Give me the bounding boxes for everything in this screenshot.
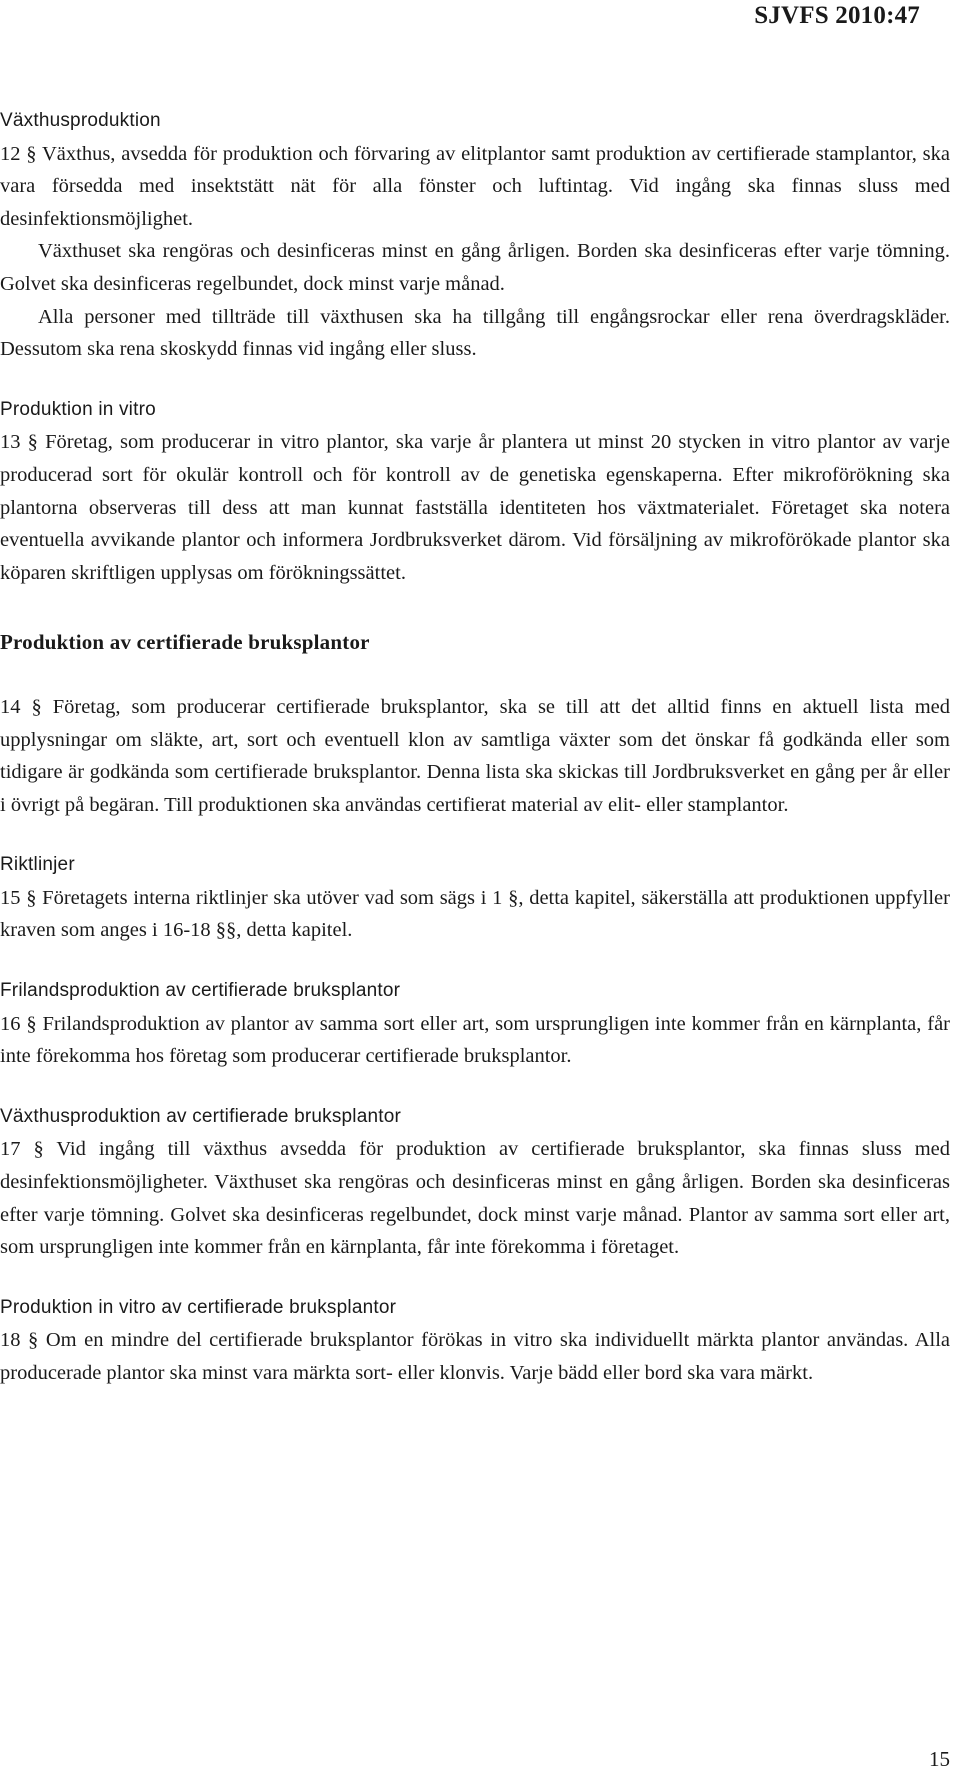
paragraph-12-cleaning: Växthuset ska rengöras och desinficeras minst en gång årligen. Borden ska desinficeras efter varje tömning. Golvet ska desinficeras regelbundet, dock minst varje månad. <box>0 240 950 295</box>
paragraph-18: 18 § Om en mindre del certifierade bruksplantor förökas in vitro ska individuellt märkta plantor användas. Alla producerade plantor ska minst vara märkta sort- eller klonvis. Varje bädd eller bord ska vara märkt. <box>0 1329 950 1384</box>
section-heading-major: Produktion av certifierade bruksplantor <box>0 630 370 655</box>
document-id-header: SJVFS 2010:47 <box>754 2 920 29</box>
paragraph-17: 17 § Vid ingång till växthus avsedda för produktion av certifierade bruksplantor, ska finnas sluss med desinfektionsmöjligheter. Växthuset ska rengöras och desinficeras minst en gång årligen. Borden ska desinficeras efter varje tömning. Golvet ska desinficeras regelbundet, dock minst varje månad. Plantor av samma sort eller art, som ursprungligen inte kommer från en kärnplanta, får inte förekomma i företaget. <box>0 1138 950 1259</box>
section-vaxthusproduktion-certifierade <box>0 1101 950 1264</box>
paragraph-14: 14 § Företag, som producerar certifierade bruksplantor, ska se till att det alltid finns en aktuell lista med upplysningar om släkte, art, sort och eventuell klon av samtliga växter som det önskar få godkända eller som tidigare är godkända som certifierade bruksplantor. Denna lista ska skickas till Jordbruksverket en gång per år eller i övrigt på begäran. Till produktionen ska användas certifierat material av elit- eller stamplantor. <box>0 695 950 816</box>
section-heading: Riktlinjer <box>0 854 75 876</box>
section-in-vitro-certifierade <box>0 1292 950 1390</box>
document-body <box>0 105 950 1390</box>
section-heading: Växthusproduktion <box>0 110 161 131</box>
section-vaxthusproduktion <box>0 105 950 366</box>
section-heading: Produktion in vitro av certifierade bruksplantor <box>0 1296 397 1318</box>
section-riktlinjer <box>0 849 950 947</box>
section-heading: Växthusproduktion av certifierade bruksplantor <box>0 1105 402 1127</box>
section-certifierade-bruksplantor <box>0 626 950 821</box>
paragraph-12-clothing: Alla personer med tillträde till växthusen ska ha tillgång till engångsrockar eller rena överdragskläder. Dessutom ska rena skoskydd finnas vid ingång eller sluss. <box>0 305 950 361</box>
section-heading: Produktion in vitro <box>0 398 156 420</box>
section-produktion-in-vitro <box>0 394 950 590</box>
paragraph-15: 15 § Företagets interna riktlinjer ska utöver vad som sägs i 1 §, detta kapitel, säkerställa att produktionen uppfyller kraven som anges i 16-18 §§, detta kapitel. <box>0 886 950 942</box>
paragraph-13: 13 § Företag, som producerar in vitro plantor, ska varje år plantera ut minst 20 stycken in vitro plantor av varje producerad sort för okulär kontroll och för kontroll av de genetiska egenskaperna. Efter mikroförökning ska plantorna observeras till dess att man kunnat fastställa identiteten hos växtmaterialet. Företaget ska notera eventuella avvikande plantor och informera Jordbruksverket därom. Vid försäljning av mikroförökade plantor ska köparen skriftligen upplysas om förökningssättet. <box>0 431 950 584</box>
section-heading: Frilandsproduktion av certifierade bruksplantor <box>0 980 401 1002</box>
paragraph-12: 12 § Växthus, avsedda för produktion och förvaring av elitplantor samt produktion av certifierade stamplantor, ska vara försedda med insektstätt nät för alla fönster och luftintag. Vid ingång ska finnas sluss med desinfektionsmöjlighet. <box>0 142 950 230</box>
section-frilandsproduktion <box>0 975 950 1073</box>
paragraph-16: 16 § Frilandsproduktion av plantor av samma sort eller art, som ursprungligen inte kommer från en kärnplanta, får inte förekomma hos företag som producerar certifierade bruksplantor. <box>0 1012 950 1068</box>
page-number: 15 <box>929 1747 950 1771</box>
